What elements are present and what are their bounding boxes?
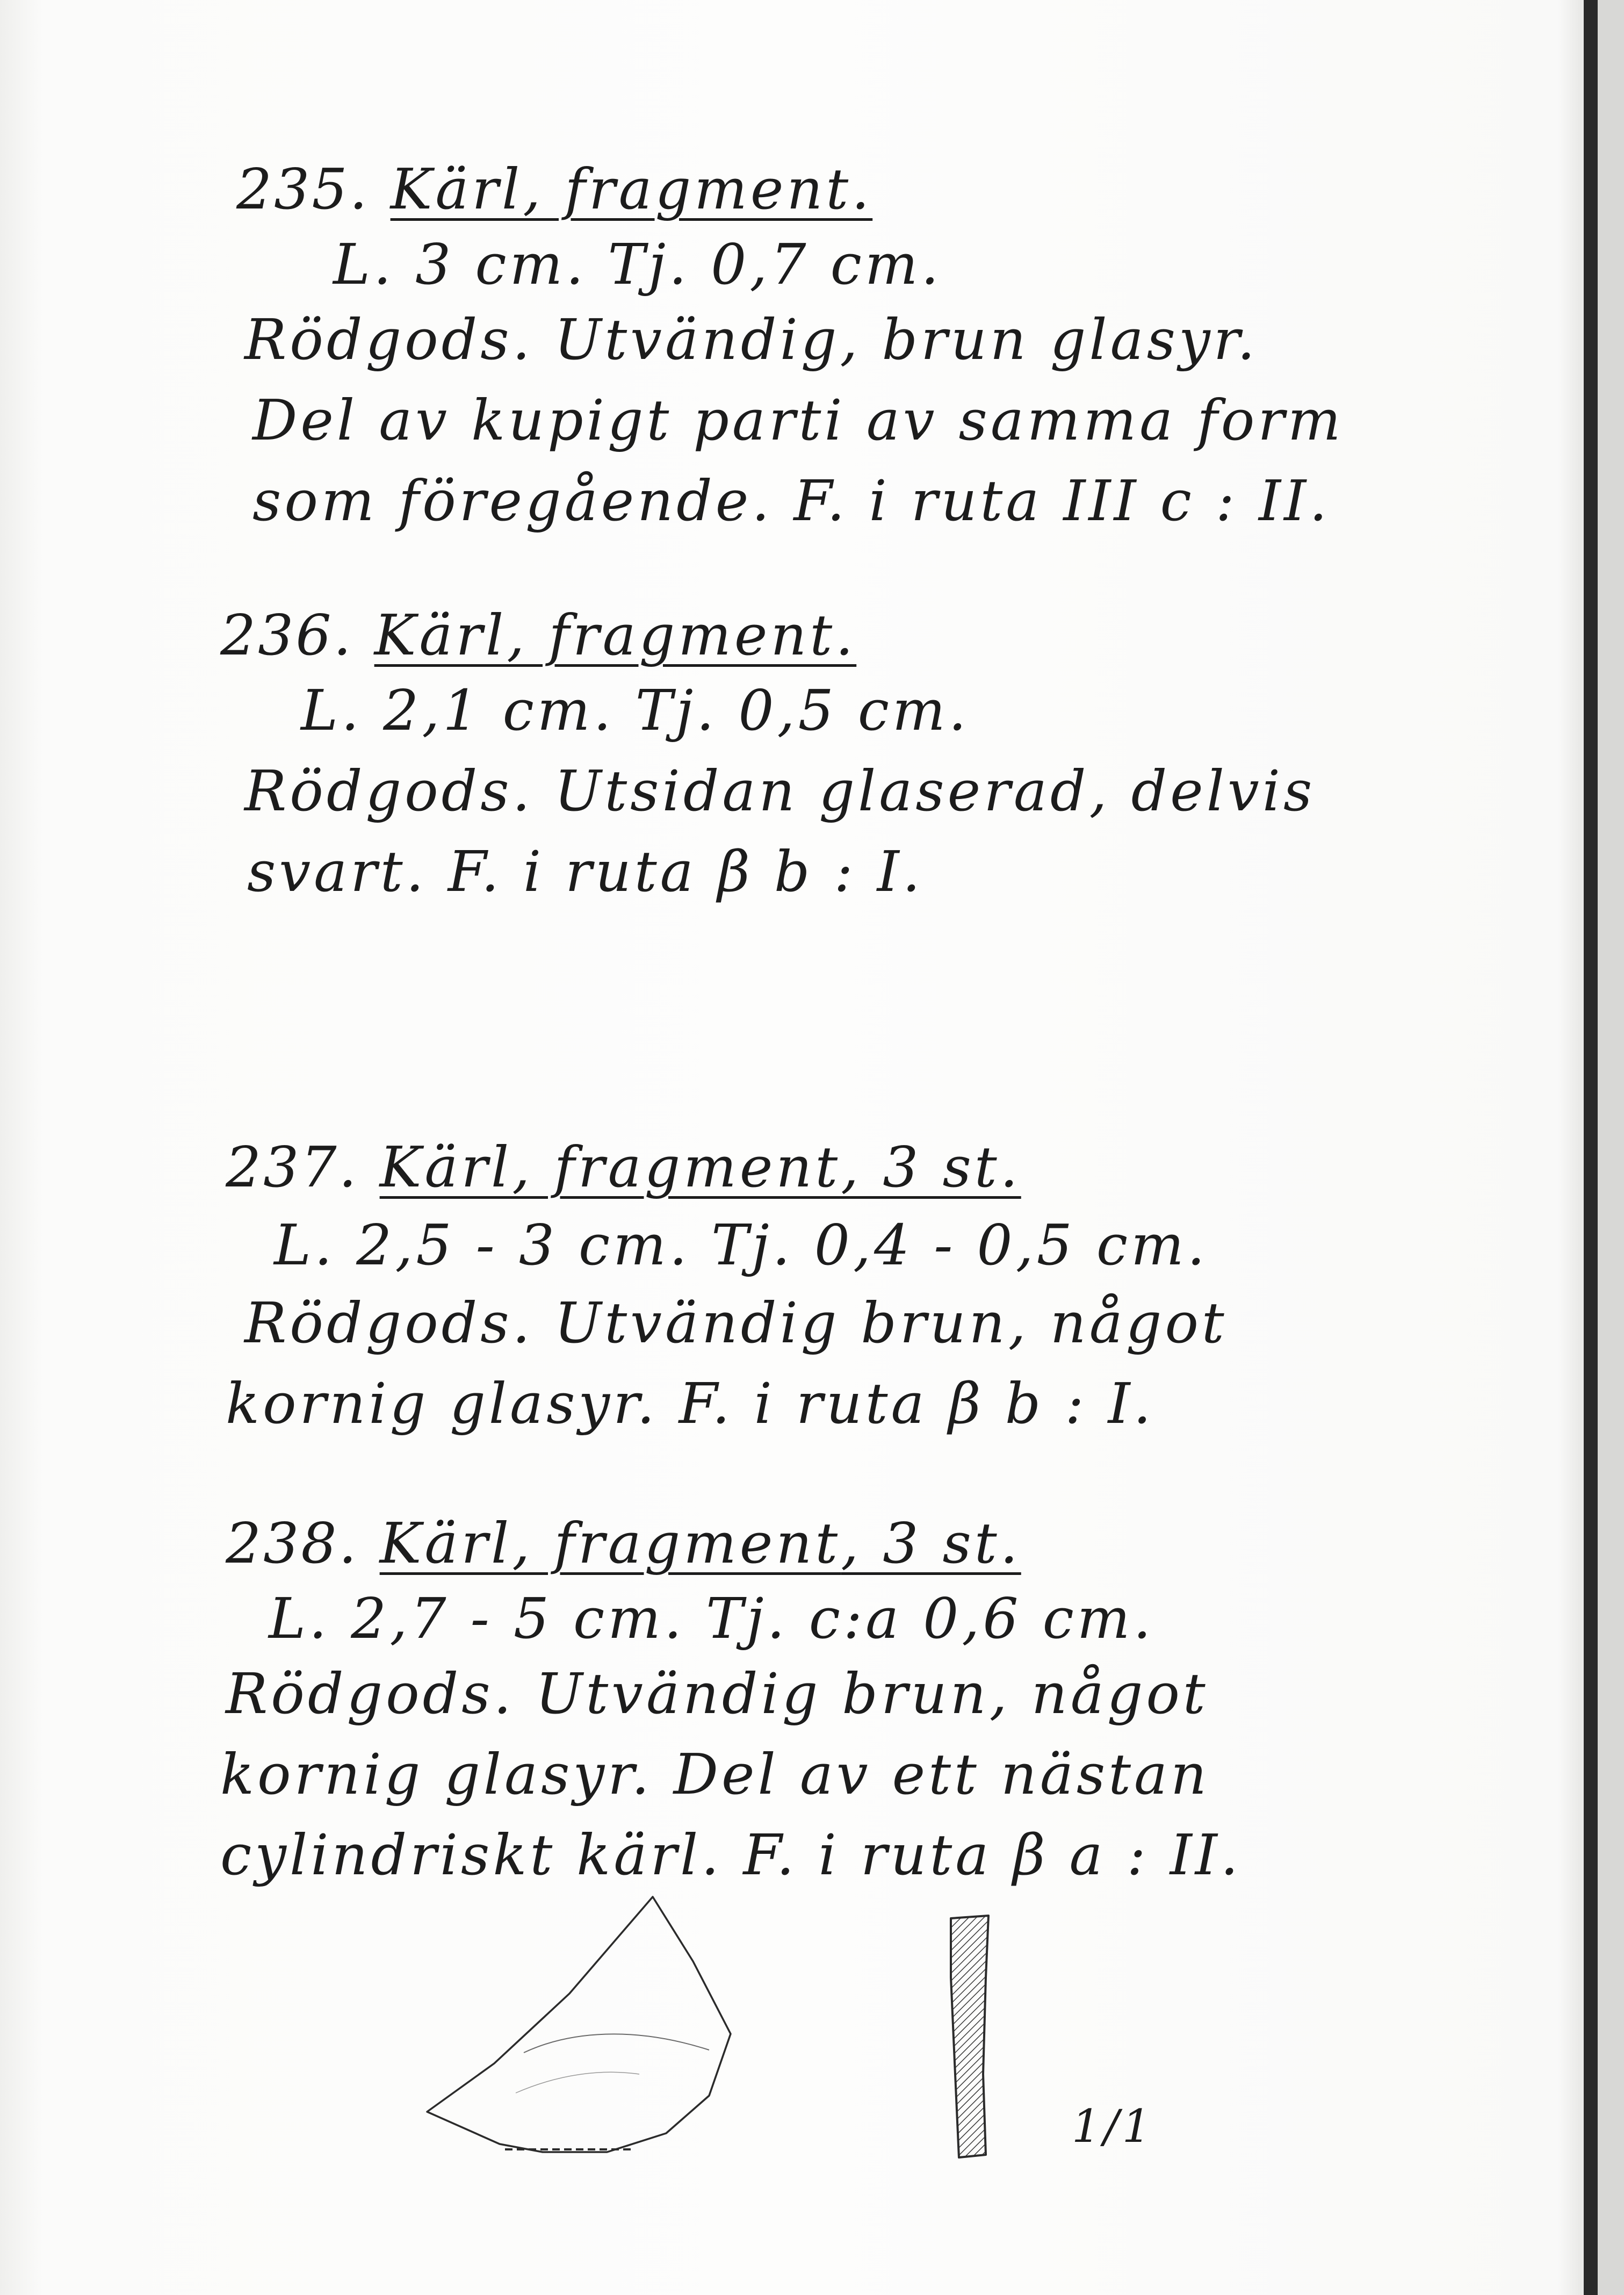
entry-heading [236,156,873,222]
entry-title-suffix: , 3 st. [841,1510,1021,1576]
page-binding-edge [1584,0,1598,2295]
entry-text-line: som föregående. F. i ruta III c : II. [252,468,1331,534]
entry-text-line: Rödgods. Utvändig brun, något [244,1290,1228,1356]
entry-text-line: kornig glasyr. Del av ett nästan [220,1742,1210,1807]
entry-number: 235. [236,156,370,222]
entry-number: 238. [226,1510,359,1576]
entry-dimensions: L. 3 cm. Tj. 0,7 cm. [333,232,942,297]
entry-text-line: cylindriskt kärl. F. i ruta β a : II. [220,1822,1242,1888]
sherd-section-drawing [935,1913,1010,2165]
entry-dimensions: L. 2,1 cm. Tj. 0,5 cm. [301,678,970,743]
entry-heading [226,1134,1021,1200]
entry-dimensions: L. 2,7 - 5 cm. Tj. c:a 0,6 cm. [269,1586,1154,1651]
entry-dimensions: L. 2,5 - 3 cm. Tj. 0,4 - 0,5 cm. [274,1212,1208,1278]
entry-title: Kärl, fragment, 3 st. [379,1134,1021,1200]
entry-text-line: Rödgods. Utvändig, brun glasyr. [244,307,1259,372]
entry-heading [226,1510,1021,1576]
entry-number: 236. [220,602,353,668]
page-margin-strip [1598,0,1624,2295]
drawing-scale-note: 1/1 [1072,2100,1154,2153]
sherd-profile-drawing [408,1881,838,2182]
entry-text-line: Del av kupigt parti av samma form [252,387,1344,453]
entry-text-line: Rödgods. Utvändig brun, något [226,1661,1209,1726]
entry-title: Kärl, fragment [379,1510,841,1576]
entry-text-line: Rödgods. Utsidan glaserad, delvis [244,758,1316,824]
entry-text-line: kornig glasyr. F. i ruta β b : I. [226,1371,1154,1436]
entry-heading [220,602,857,668]
entry-text-line: svart. F. i ruta β b : I. [247,839,923,904]
entry-title: Kärl, fragment. [390,156,873,222]
entry-number: 237. [226,1134,359,1200]
entry-title: Kärl, fragment. [374,602,857,668]
